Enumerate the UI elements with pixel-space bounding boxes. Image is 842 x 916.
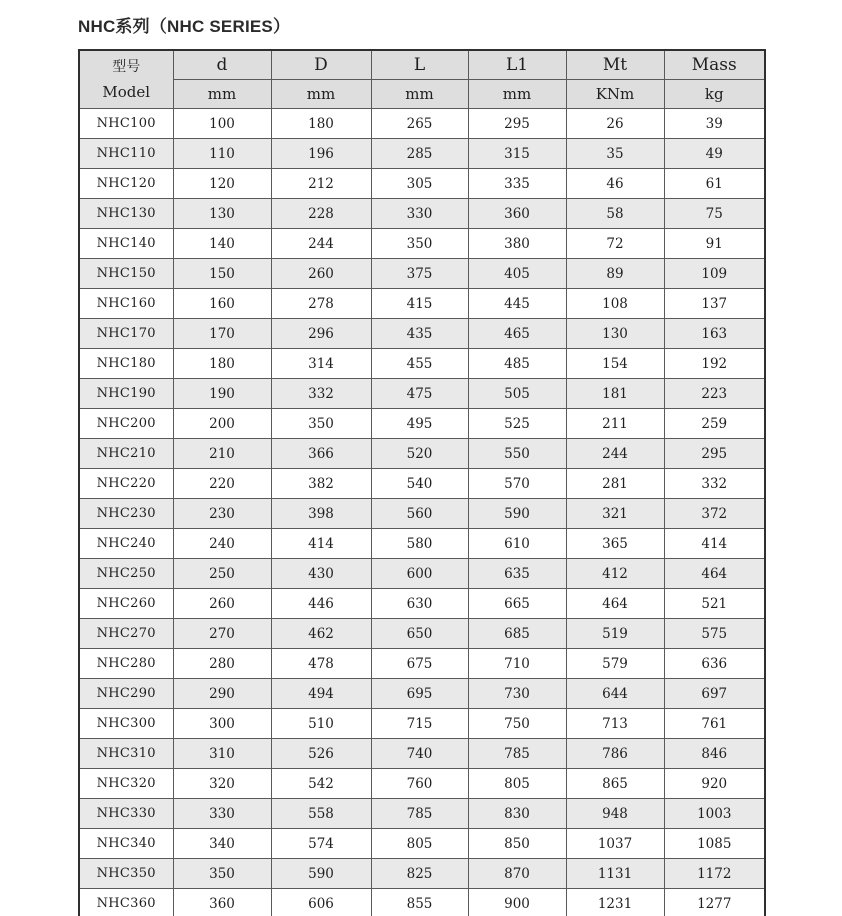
value-cell: 332 [271,379,371,409]
table-row [79,259,765,289]
value-cell: 855 [371,889,468,916]
model-cell: NHC330 [79,799,173,829]
value-cell: 600 [371,559,468,589]
value-cell: 120 [173,169,271,199]
model-cell: NHC200 [79,409,173,439]
value-cell: 785 [371,799,468,829]
value-cell: 740 [371,739,468,769]
value-cell: 1277 [664,889,765,916]
value-cell: 39 [664,109,765,139]
value-cell: 330 [173,799,271,829]
value-cell: 108 [566,289,664,319]
value-cell: 211 [566,409,664,439]
value-cell: 350 [173,859,271,889]
model-cell: NHC180 [79,349,173,379]
value-cell: 495 [371,409,468,439]
table-row [79,589,765,619]
table-row [79,319,765,349]
model-cell: NHC260 [79,589,173,619]
unit-cell-d: mm [173,80,271,109]
value-cell: 510 [271,709,371,739]
value-cell: 46 [566,169,664,199]
value-cell: 610 [468,529,566,559]
value-cell: 550 [468,439,566,469]
table-row [79,169,765,199]
table-row [79,409,765,439]
model-cell: NHC240 [79,529,173,559]
value-cell: 260 [271,259,371,289]
header-unit-row [79,80,765,109]
unit-cell-Mt: KNm [566,80,664,109]
value-cell: 710 [468,649,566,679]
table-body [79,109,765,916]
unit-cell-L1: mm [468,80,566,109]
table-row [79,799,765,829]
value-cell: 825 [371,859,468,889]
value-cell: 380 [468,229,566,259]
model-cell: NHC340 [79,829,173,859]
value-cell: 335 [468,169,566,199]
table-row [79,769,765,799]
value-cell: 464 [566,589,664,619]
value-cell: 570 [468,469,566,499]
value-cell: 160 [173,289,271,319]
value-cell: 1037 [566,829,664,859]
value-cell: 295 [664,439,765,469]
value-cell: 580 [371,529,468,559]
value-cell: 575 [664,619,765,649]
unit-cell-Mass: kg [664,80,765,109]
value-cell: 560 [371,499,468,529]
model-cell: NHC320 [79,769,173,799]
value-cell: 330 [371,199,468,229]
value-cell: 1003 [664,799,765,829]
value-cell: 414 [664,529,765,559]
value-cell: 870 [468,859,566,889]
value-cell: 750 [468,709,566,739]
value-cell: 321 [566,499,664,529]
value-cell: 948 [566,799,664,829]
value-cell: 360 [468,199,566,229]
value-cell: 900 [468,889,566,916]
value-cell: 228 [271,199,371,229]
value-cell: 350 [371,229,468,259]
model-cell: NHC220 [79,469,173,499]
model-cell: NHC190 [79,379,173,409]
model-label-cn: 型号 [112,59,141,75]
value-cell: 244 [271,229,371,259]
value-cell: 366 [271,439,371,469]
header-cell-d: d [173,50,271,80]
value-cell: 644 [566,679,664,709]
value-cell: 520 [371,439,468,469]
value-cell: 89 [566,259,664,289]
model-cell: NHC160 [79,289,173,319]
model-cell: NHC110 [79,139,173,169]
value-cell: 1131 [566,859,664,889]
value-cell: 360 [173,889,271,916]
table-row [79,709,765,739]
value-cell: 478 [271,649,371,679]
value-cell: 332 [664,469,765,499]
value-cell: 850 [468,829,566,859]
table-row [79,529,765,559]
value-cell: 100 [173,109,271,139]
value-cell: 1231 [566,889,664,916]
value-cell: 636 [664,649,765,679]
value-cell: 170 [173,319,271,349]
table-row [79,889,765,916]
value-cell: 485 [468,349,566,379]
value-cell: 130 [566,319,664,349]
value-cell: 260 [173,589,271,619]
value-cell: 606 [271,889,371,916]
value-cell: 278 [271,289,371,319]
value-cell: 230 [173,499,271,529]
value-cell: 435 [371,319,468,349]
value-cell: 259 [664,409,765,439]
value-cell: 805 [468,769,566,799]
value-cell: 320 [173,769,271,799]
model-cell: NHC300 [79,709,173,739]
value-cell: 590 [271,859,371,889]
model-cell: NHC130 [79,199,173,229]
value-cell: 200 [173,409,271,439]
value-cell: 315 [468,139,566,169]
model-cell: NHC360 [79,889,173,916]
model-cell: NHC210 [79,439,173,469]
value-cell: 285 [371,139,468,169]
value-cell: 558 [271,799,371,829]
value-cell: 494 [271,679,371,709]
header-label-row [79,50,765,80]
header-cell-Mt: Mt [566,50,664,80]
model-cell: NHC310 [79,739,173,769]
value-cell: 240 [173,529,271,559]
table-row [79,619,765,649]
value-cell: 786 [566,739,664,769]
value-cell: 223 [664,379,765,409]
value-cell: 372 [664,499,765,529]
model-cell: NHC290 [79,679,173,709]
value-cell: 75 [664,199,765,229]
model-cell: NHC170 [79,319,173,349]
value-cell: 281 [566,469,664,499]
model-cell: NHC150 [79,259,173,289]
value-cell: 290 [173,679,271,709]
model-cell: NHC250 [79,559,173,589]
value-cell: 650 [371,619,468,649]
value-cell: 526 [271,739,371,769]
value-cell: 61 [664,169,765,199]
page-title: NHC系列（NHC SERIES） [78,17,291,36]
value-cell: 310 [173,739,271,769]
value-cell: 579 [566,649,664,679]
value-cell: 521 [664,589,765,619]
value-cell: 382 [271,469,371,499]
value-cell: 446 [271,589,371,619]
value-cell: 455 [371,349,468,379]
value-cell: 462 [271,619,371,649]
value-cell: 190 [173,379,271,409]
value-cell: 685 [468,619,566,649]
table-row [79,439,765,469]
value-cell: 110 [173,139,271,169]
value-cell: 220 [173,469,271,499]
value-cell: 154 [566,349,664,379]
value-cell: 465 [468,319,566,349]
value-cell: 280 [173,649,271,679]
header-cell-model [79,50,173,109]
header-cell-Mass: Mass [664,50,765,80]
value-cell: 846 [664,739,765,769]
model-cell: NHC230 [79,499,173,529]
value-cell: 760 [371,769,468,799]
model-cell: NHC350 [79,859,173,889]
value-cell: 519 [566,619,664,649]
value-cell: 130 [173,199,271,229]
value-cell: 590 [468,499,566,529]
value-cell: 730 [468,679,566,709]
value-cell: 430 [271,559,371,589]
value-cell: 540 [371,469,468,499]
value-cell: 715 [371,709,468,739]
value-cell: 398 [271,499,371,529]
value-cell: 405 [468,259,566,289]
model-label-en: Model [102,82,151,101]
value-cell: 137 [664,289,765,319]
value-cell: 630 [371,589,468,619]
value-cell: 920 [664,769,765,799]
unit-cell-D: mm [271,80,371,109]
table-row [79,109,765,139]
table-row [79,559,765,589]
value-cell: 865 [566,769,664,799]
value-cell: 180 [271,109,371,139]
value-cell: 305 [371,169,468,199]
value-cell: 265 [371,109,468,139]
value-cell: 665 [468,589,566,619]
value-cell: 109 [664,259,765,289]
value-cell: 140 [173,229,271,259]
value-cell: 414 [271,529,371,559]
value-cell: 250 [173,559,271,589]
value-cell: 830 [468,799,566,829]
table-row [79,229,765,259]
value-cell: 805 [371,829,468,859]
value-cell: 375 [371,259,468,289]
value-cell: 445 [468,289,566,319]
model-cell: NHC140 [79,229,173,259]
value-cell: 761 [664,709,765,739]
table-row [79,829,765,859]
table-row [79,679,765,709]
value-cell: 300 [173,709,271,739]
table-row [79,139,765,169]
value-cell: 340 [173,829,271,859]
value-cell: 180 [173,349,271,379]
value-cell: 350 [271,409,371,439]
value-cell: 635 [468,559,566,589]
table-row [79,649,765,679]
value-cell: 542 [271,769,371,799]
value-cell: 91 [664,229,765,259]
value-cell: 163 [664,319,765,349]
table-row [79,289,765,319]
value-cell: 296 [271,319,371,349]
model-cell: NHC120 [79,169,173,199]
value-cell: 464 [664,559,765,589]
value-cell: 314 [271,349,371,379]
value-cell: 785 [468,739,566,769]
table-row [79,349,765,379]
value-cell: 244 [566,439,664,469]
value-cell: 695 [371,679,468,709]
value-cell: 72 [566,229,664,259]
value-cell: 675 [371,649,468,679]
value-cell: 270 [173,619,271,649]
value-cell: 181 [566,379,664,409]
value-cell: 212 [271,169,371,199]
value-cell: 525 [468,409,566,439]
value-cell: 150 [173,259,271,289]
table-row [79,379,765,409]
value-cell: 713 [566,709,664,739]
value-cell: 574 [271,829,371,859]
table-row [79,739,765,769]
header-cell-D: D [271,50,371,80]
value-cell: 26 [566,109,664,139]
spec-table [78,49,766,916]
value-cell: 192 [664,349,765,379]
model-cell: NHC270 [79,619,173,649]
value-cell: 1172 [664,859,765,889]
value-cell: 1085 [664,829,765,859]
value-cell: 58 [566,199,664,229]
value-cell: 415 [371,289,468,319]
table-row [79,469,765,499]
value-cell: 697 [664,679,765,709]
model-cell: NHC100 [79,109,173,139]
table-row [79,199,765,229]
value-cell: 295 [468,109,566,139]
value-cell: 35 [566,139,664,169]
unit-cell-L: mm [371,80,468,109]
value-cell: 49 [664,139,765,169]
value-cell: 365 [566,529,664,559]
header-cell-L1: L1 [468,50,566,80]
table-header [79,50,765,109]
table-row [79,499,765,529]
value-cell: 196 [271,139,371,169]
value-cell: 210 [173,439,271,469]
value-cell: 412 [566,559,664,589]
value-cell: 505 [468,379,566,409]
value-cell: 475 [371,379,468,409]
model-cell: NHC280 [79,649,173,679]
header-cell-L: L [371,50,468,80]
table-row [79,859,765,889]
